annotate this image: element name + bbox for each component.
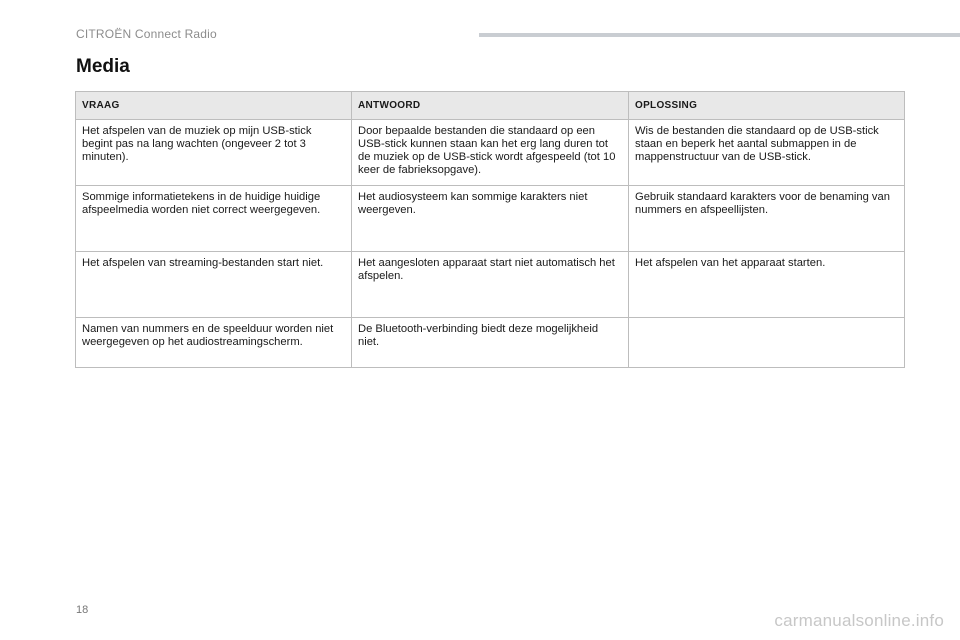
table-cell-answer: Het aangesloten apparaat start niet automatisch het afspelen. — [352, 252, 629, 318]
column-header-question: VRAAG — [76, 92, 352, 120]
watermark-text: carmanualsonline.info — [774, 611, 944, 630]
table-cell-solution: Gebruik standaard karakters voor de benaming van nummers en afspeellijsten. — [629, 186, 905, 252]
table-cell-answer: Het audiosysteem kan sommige karakters niet weergeven. — [352, 186, 629, 252]
table-cell-question: Het afspelen van de muziek op mijn USB-stick begint pas na lang wachten (ongeveer 2 tot 3 minuten). — [76, 120, 352, 186]
table-header-row — [76, 92, 905, 120]
running-head-title: CITROËN Connect Radio — [76, 27, 217, 41]
table-cell-solution: Het afspelen van het apparaat starten. — [629, 252, 905, 318]
column-header-solution: OPLOSSING — [629, 92, 905, 120]
header-rule — [479, 33, 960, 37]
faq-table — [75, 91, 905, 368]
section-title: Media — [76, 56, 130, 77]
table-cell-solution: Wis de bestanden die standaard op de USB-stick staan en beperk het aantal submappen in de mappenstructuur van de USB-stick. — [629, 120, 905, 186]
table-row — [76, 318, 905, 368]
table-cell-question: Het afspelen van streaming-bestanden start niet. — [76, 252, 352, 318]
page-number: 18 — [76, 604, 89, 616]
table-cell-question: Sommige informatietekens in de huidige huidige afspeelmedia worden niet correct weergegeven. — [76, 186, 352, 252]
table-row — [76, 252, 905, 318]
table-cell-question: Namen van nummers en de speelduur worden niet weergegeven op het audiostreamingscherm. — [76, 318, 352, 368]
table-cell-answer: De Bluetooth-verbinding biedt deze mogelijkheid niet. — [352, 318, 629, 368]
table-row — [76, 120, 905, 186]
table-cell-solution — [629, 318, 905, 368]
column-header-answer: ANTWOORD — [352, 92, 629, 120]
table-row — [76, 186, 905, 252]
table-cell-answer: Door bepaalde bestanden die standaard op een USB-stick kunnen staan kan het erg lang duren tot de muziek op de USB-stick wordt afgespeeld (tot 10 keer de fabrieksopgave). — [352, 120, 629, 186]
